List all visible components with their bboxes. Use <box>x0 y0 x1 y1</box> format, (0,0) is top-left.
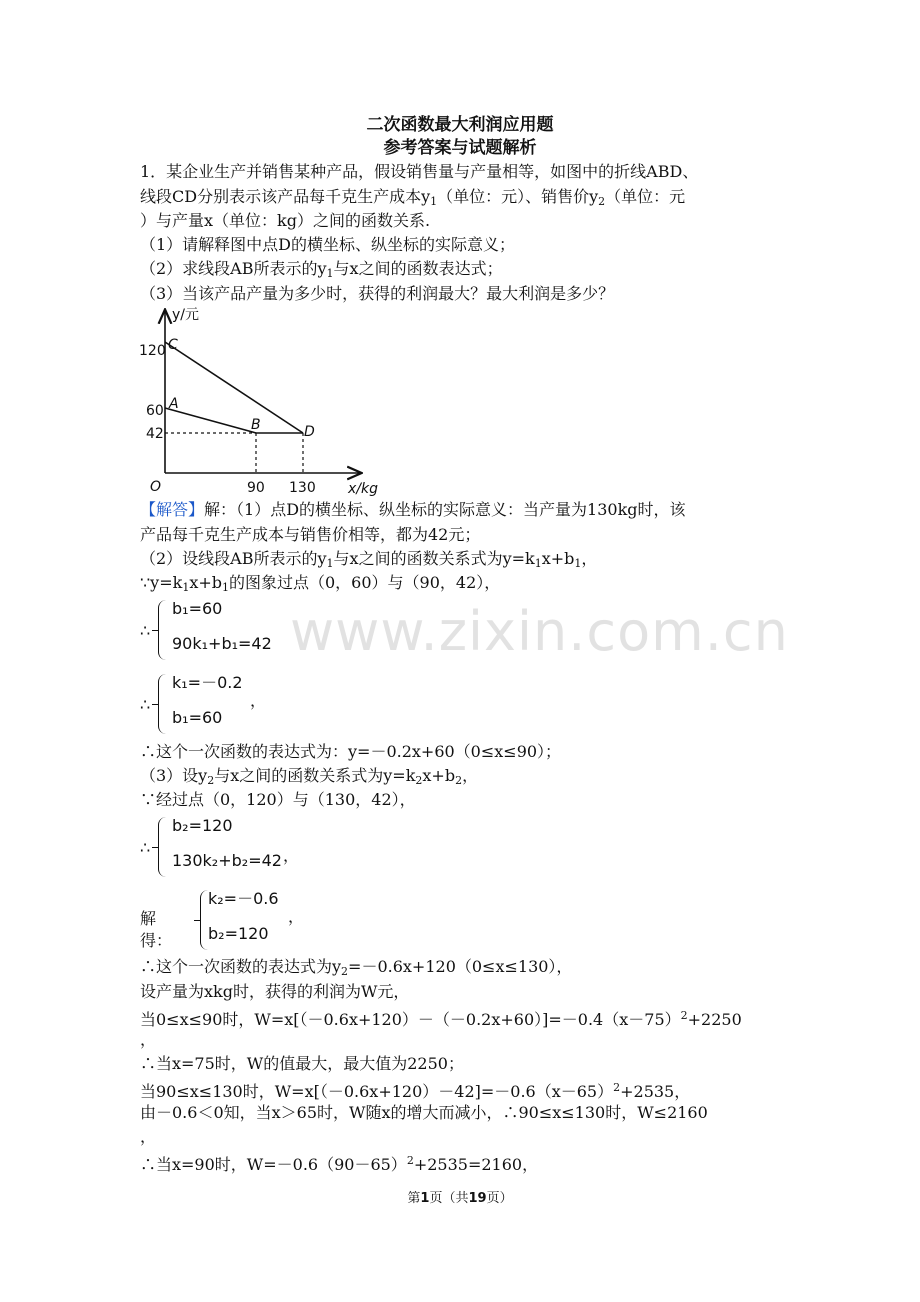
answer-line-4: $\because y=k_1x+b_1$的图象过点（0，60）与（90，42）， <box>140 573 501 594</box>
tick-120: 120 <box>139 343 166 359</box>
answer-line-2: 产品每千克生产成本与销售价相等，都为42元； <box>140 525 481 544</box>
answer-line-14: ∴当x=90时，$W=-0.6(90-65)^2+2535=2160$， <box>140 1154 539 1174</box>
answer-line-10: 当0≤x≤90时，$W=x[(-0.6x+120)-(-0.2x+60)]=-0.4(x-75)^2+2250$ <box>140 1009 742 1029</box>
cost-price-graph <box>138 303 388 498</box>
question-line-1: 1．某企业生产并销售某种产品，假设销售量与产量相等，如图中的折线ABD、 <box>140 162 699 181</box>
answer-line-13-cont: ， <box>140 1127 157 1146</box>
answer-tag: 【解答】 <box>140 500 205 519</box>
answer-line-7: ∵经过点（0，120）与（130，42）， <box>140 790 416 809</box>
answer-line-12: 当90≤x≤130时，$W=x[(-0.6x+120)-42]=-0.6(x-65)^2+2535$， <box>140 1081 691 1101</box>
point-b-label: B <box>251 417 261 433</box>
answer-line-5: ∴这个一次函数的表达式为：y=－0.2x+60（0≤x≤90）； <box>140 742 562 761</box>
doc-title: 二次函数最大利润应用题 <box>366 115 554 135</box>
answer-line-11: ∴当x=75时，W的值最大，最大值为2250； <box>140 1054 464 1073</box>
question-part-1: （1）请解释图中点D的横坐标、纵坐标的实际意义； <box>140 235 516 254</box>
answer-line-13: 由－0.6＜0知，当x＞65时，W随x的增大而减小，∴90≤x≤130时，W≤2160 <box>140 1103 708 1122</box>
page-footer: 第1页（共19页） <box>407 1191 513 1206</box>
point-a-label: A <box>169 396 179 412</box>
origin-label: O <box>150 479 162 495</box>
segment-cd <box>165 342 303 433</box>
answer-line-8: ∴这个一次函数的表达式为$y_2=-0.6x+120(0\le x\le 130)$， <box>140 957 573 978</box>
point-d-label: D <box>304 424 315 440</box>
y-axis-label: y/元 <box>172 307 200 323</box>
tick-60: 60 <box>146 403 164 419</box>
segment-ab <box>165 408 256 433</box>
point-c-label: C <box>168 337 178 353</box>
document-page: 二次函数最大利润应用题 参考答案与试题解析 1．某企业生产并销售某种产品，假设销售量与产量相等，如图中的折线ABD、 线段CD分别表示该产品每千克生产成本$y_1$（单位：元）、销售价$y_2$（单位：元 ）与产量x（单位：kg）之间的函数关系. （1）请解释图中点D的横坐标、纵坐标的实际意义； （2）求线段AB所表示的$y_1$与x之间的函数表达式； （3）当该产品产量为多少时，获得的利润最大？最大利润是多少？ y/元 x/kg O C A B D 120 60 42 90 130 【解答】解：（1）点D的横坐标、纵坐标的实际意义：当产量为130kg时，该 产品每千克生产成本与销售价相等，都为42元； （2）设线段AB所表示的$y_1$与x之间的函数关系式为$y=k_1x+b_1$， $\because y=k_1x+b_1$的图象过点（0，60）与（90，42）， ∴ b₁=60 90k₁+b₁=42 ∴ k₁=－0.2 b₁=60 ， ∴这个一次函数的表达式为：y=－0.2x+60（0≤x≤90）； （3）设$y_2$与x之间的函数关系式为$y=k_2x+b_2$， ∵经过点（0，120）与（130，42）， ∴ b₂=120 130k₂+b₂=42 ， 解得： k₂=－0.6 b₂=120 ， ∴这个一次函数的表达式为$y_2=-0.6x+120(0\le x\le 130)$， 设产量为xkg时，获得的利润为W元， 当0≤x≤90时，$W=x[(-0.6x+120)-(-0.2x+60)]=-0.4(x-75)^2+2250$ ， ∴当x=75时，W的值最大，最大值为2250； 当90≤x≤130时，$W=x[(-0.6x+120)-42]=-0.6(x-65)^2+2535$， 由－0.6＜0知，当x＞65时，W随x的增大而减小，∴90≤x≤130时，W≤2160 ， ∴当x=90时，$W=-0.6(90-65)^2+2535=2160$， www.zixin.com.cn 第1页（共19页） <box>0 0 920 1302</box>
answer-line-10-cont: ， <box>140 1030 157 1049</box>
answer-line-9: 设产量为xkg时，获得的利润为W元， <box>140 982 410 1001</box>
watermark: www.zixin.com.cn <box>290 600 789 663</box>
tick-90: 90 <box>247 480 265 496</box>
question-line-2: 线段CD分别表示该产品每千克生产成本$y_1$（单位：元）、销售价$y_2$（单位：元 <box>140 187 686 208</box>
tick-130: 130 <box>289 480 316 496</box>
x-axis-label: x/kg <box>348 481 378 497</box>
answer-line-1: 【解答】解：（1）点D的横坐标、纵坐标的实际意义：当产量为130kg时，该 <box>140 500 686 519</box>
doc-subtitle: 参考答案与试题解析 <box>383 138 537 158</box>
question-part-3: （3）当该产品产量为多少时，获得的利润最大？最大利润是多少？ <box>140 284 615 303</box>
tick-42: 42 <box>146 426 164 442</box>
question-part-2: （2）求线段AB所表示的$y_1$与x之间的函数表达式； <box>140 259 503 280</box>
answer-line-6: （3）设$y_2$与x之间的函数关系式为$y=k_2x+b_2$， <box>140 766 479 787</box>
answer-line-3: （2）设线段AB所表示的$y_1$与x之间的函数关系式为$y=k_1x+b_1$， <box>140 549 598 570</box>
question-line-3: ）与产量x（单位：kg）之间的函数关系. <box>140 211 431 230</box>
